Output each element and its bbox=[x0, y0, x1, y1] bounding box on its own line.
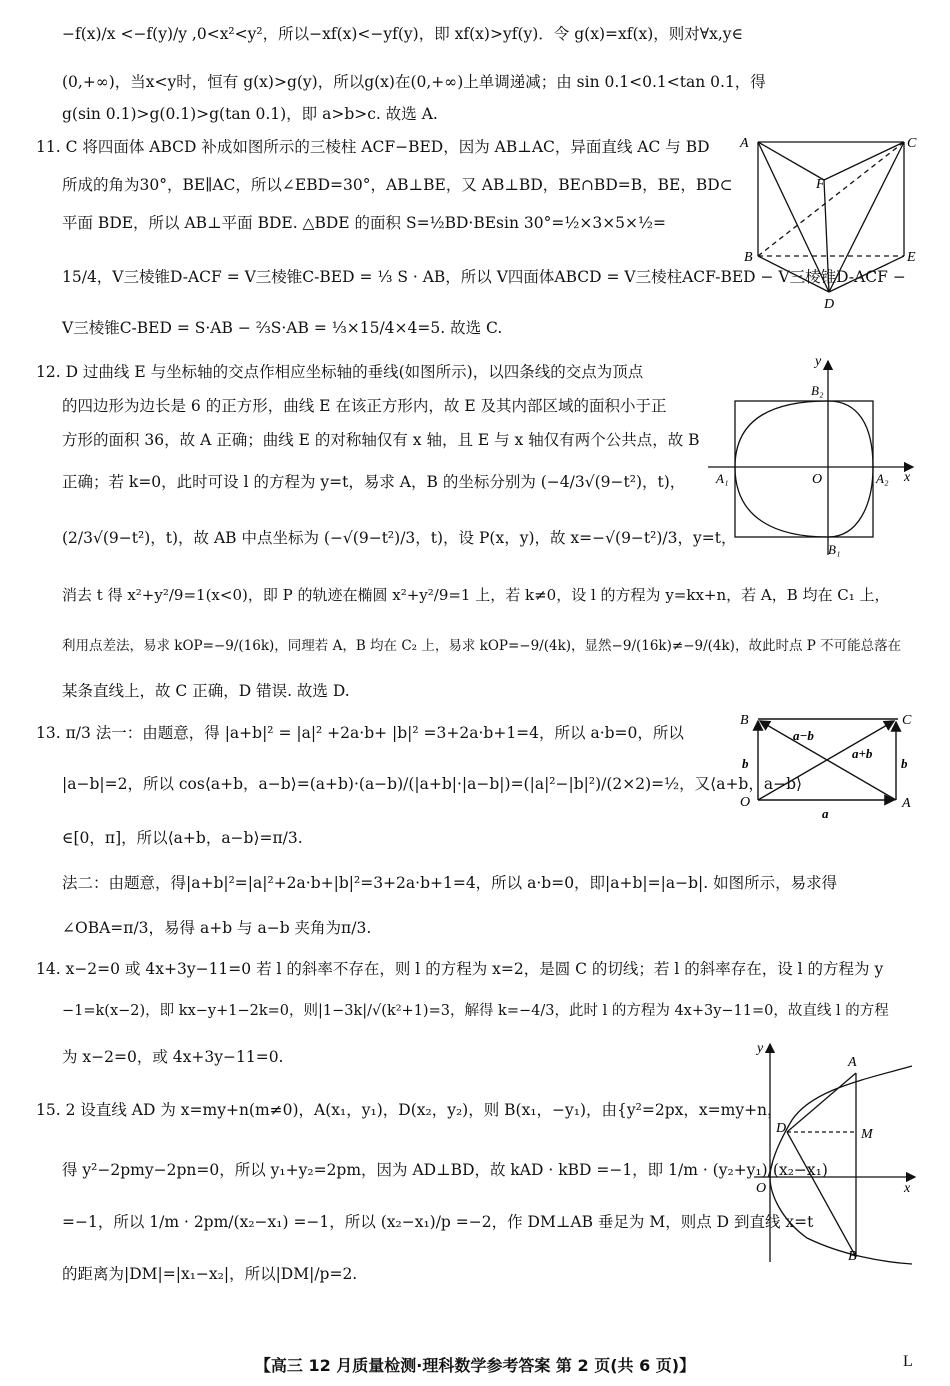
answer-line: (2/3√(9−t²)，t)，故 AB 中点坐标为 (−√(9−t²)/3，t)，设 P(x，y)，故 x=−√(9−t²)/3，y=t， bbox=[62, 529, 737, 547]
fig12-label-x: x bbox=[904, 470, 911, 485]
fig15-label-m: M bbox=[861, 1127, 873, 1142]
fig15-label-a: A bbox=[848, 1055, 857, 1070]
answer-line: 利用点差法，易求 kOP=−9/(16k)，同理若 A，B 均在 C₂ 上，易求 kOP=−9/(4k)，显然−9/(16k)≠−9/(4k)，故此时点 P 不可能总落在 bbox=[62, 638, 902, 654]
answer-line: −f(x)/x <−f(y)/y ,0<x²<y²，所以−xf(x)<−yf(y)，即 xf(x)>yf(y)．令 g(x)=xf(x)，则对∀x,y∈ bbox=[62, 25, 744, 43]
answer-line: (0,+∞)，当x<y时，恒有 g(x)>g(y)，所以g(x)在(0,+∞)上单调递减；由 sin 0.1<0.1<tan 0.1，得 bbox=[62, 73, 766, 91]
fig15-label-d: D bbox=[776, 1121, 787, 1136]
answer-line: 正确；若 k=0，此时可设 l 的方程为 y=t，易求 A，B 的坐标分别为 (−4/3√(9−t²)，t)， bbox=[62, 473, 686, 491]
curve-e-figure bbox=[708, 355, 918, 560]
fig11-label-c: C bbox=[907, 136, 917, 151]
answer-line: 为 x−2=0，或 4x+3y−11=0. bbox=[62, 1048, 284, 1066]
answer-line: 消去 t 得 x²+y²/9=1(x<0)，即 P 的轨迹在椭圆 x²+y²/9=1 上，若 k≠0，设 l 的方程为 y=kx+n，若 A，B 均在 C₁ 上， bbox=[62, 586, 890, 604]
answer-line: 某条直线上，故 C 正确，D 错误. 故选 D. bbox=[62, 682, 350, 700]
answer-line: 得 y²−2pmy−2pn=0，所以 y₁+y₂=2pm，因为 AD⊥BD，故 kAD · kBD =−1，即 1/m · (y₂+y₁)/(x₂−x₁) bbox=[62, 1161, 828, 1179]
fig13-label-o: O bbox=[740, 795, 751, 810]
fig15-label-x: x bbox=[904, 1181, 911, 1196]
answer-line: 11. C 将四面体 ABCD 补成如图所示的三棱柱 ACF−BED，因为 AB⊥AC，异面直线 AC 与 BD bbox=[36, 138, 710, 156]
fig13-label-vec-b-right: b bbox=[901, 756, 908, 771]
answer-line: 法二：由题意，得|a+b|²=|a|²+2a·b+|b|²=3+2a·b+1=4，所以 a·b=0，即|a+b|=|a−b|. 如图所示，易求得 bbox=[62, 874, 838, 892]
answer-line: 15. 2 设直线 AD 为 x=my+n(m≠0)，A(x₁，y₁)，D(x₂，y₂)，则 B(x₁，−y₁)，由{y²=2px，x=my+n， bbox=[36, 1101, 783, 1119]
answer-line: ∠OBA=π/3，易得 a+b 与 a−b 夹角为π/3. bbox=[62, 919, 372, 937]
parabola-figure bbox=[752, 1040, 922, 1265]
page-code: L bbox=[903, 1353, 913, 1370]
fig12-label-y: y bbox=[815, 355, 822, 369]
fig13-label-b: B bbox=[740, 713, 749, 728]
answer-line: 的距离为|DM|=|x₁−x₂|，所以|DM|/p=2. bbox=[62, 1265, 358, 1283]
fig11-label-b: B bbox=[744, 250, 753, 265]
fig13-label-vec-a: a bbox=[822, 806, 829, 820]
fig12-label-o: O bbox=[812, 472, 823, 487]
fig11-label-d: D bbox=[824, 297, 835, 310]
fig13-label-c: C bbox=[902, 713, 912, 728]
answer-line: 12. D 过曲线 E 与坐标轴的交点作相应坐标轴的垂线(如图所示)，以四条线的交点为顶点 bbox=[36, 363, 644, 381]
page-footer: 【高三 12 月质量检测·理科数学参考答案 第 2 页(共 6 页)】 bbox=[254, 1356, 696, 1375]
answer-line: 14. x−2=0 或 4x+3y−11=0 若 l 的斜率不存在，则 l 的方程为 x=2，是圆 C 的切线；若 l 的斜率存在，设 l 的方程为 y bbox=[36, 960, 884, 978]
answer-line: 的四边形为边长是 6 的正方形，曲线 E 在该正方形内，故 E 及其内部区域的面积小于正 bbox=[62, 397, 667, 415]
fig15-label-b: B bbox=[848, 1249, 857, 1264]
fig13-label-a-plus-b: a+b bbox=[852, 746, 873, 761]
fig13-label-a: A bbox=[902, 796, 911, 811]
fig12-label-a1: A₁ bbox=[716, 471, 729, 486]
fig12-label-a2: A₂ bbox=[876, 471, 889, 486]
answer-line: −1=k(x−2)，即 kx−y+1−2k=0，则|1−3k|/√(k²+1)=3，解得 k=−4/3，此时 l 的方程为 4x+3y−11=0，故直线 l 的方程 bbox=[62, 1003, 889, 1019]
answer-line: 13. π/3 法一：由题意，得 |a+b|² = |a|² +2a·b+ |b|² =3+2a·b+1=4，所以 a·b=0，所以 bbox=[36, 724, 684, 742]
fig15-label-o: O bbox=[756, 1181, 767, 1196]
fig12-label-b1: B₁ bbox=[828, 542, 841, 557]
answer-line: ∈[0，π]，所以⟨a+b，a−b⟩=π/3. bbox=[62, 829, 303, 847]
prism-figure bbox=[736, 130, 926, 310]
vector-rectangle-figure bbox=[738, 710, 918, 820]
fig13-label-a-minus-b: a−b bbox=[793, 728, 814, 743]
answer-line: 平面 BDE，所以 AB⊥平面 BDE. △BDE 的面积 S=½BD·BEsin 30°=½×3×5×½= bbox=[62, 214, 667, 232]
fig11-label-f: F bbox=[816, 177, 825, 192]
answer-line: 方形的面积 36，故 A 正确；曲线 E 的对称轴仅有 x 轴，且 E 与 x 轴仅有两个公共点，故 B bbox=[62, 431, 700, 449]
answer-line: V三棱锥C-BED = S·AB − ⅔S·AB = ⅓×15/4×4=5. 故选 C. bbox=[62, 319, 503, 337]
fig13-label-vec-b-left: b bbox=[742, 756, 749, 771]
answer-line: 15/4，V三棱锥D-ACF = V三棱锥C-BED = ⅓ S · AB，所以 V四面体ABCD = V三棱柱ACF-BED − V三棱锥D-ACF − bbox=[62, 268, 906, 286]
answer-line: g(sin 0.1)>g(0.1)>g(tan 0.1)，即 a>b>c. 故选 A. bbox=[62, 105, 438, 123]
fig11-label-a: A bbox=[740, 136, 749, 151]
fig11-label-e: E bbox=[907, 250, 916, 265]
fig15-label-y: y bbox=[757, 1041, 764, 1056]
answer-line: |a−b|=2，所以 cos⟨a+b，a−b⟩=(a+b)·(a−b)/(|a+b|·|a−b|)=(|a|²−|b|²)/(2×2)=½，又⟨a+b，a−b⟩ bbox=[62, 775, 803, 793]
answer-line: 所成的角为30°，BE∥AC，所以∠EBD=30°，AB⊥BE，又 AB⊥BD，BE∩BD=B，BE，BD⊂ bbox=[62, 176, 733, 194]
answer-line: =−1，所以 1/m · 2pm/(x₂−x₁) =−1，所以 (x₂−x₁)/p =−2，作 DM⊥AB 垂足为 M，则点 D 到直线 x=t bbox=[62, 1213, 814, 1231]
fig12-label-b2: B₂ bbox=[811, 383, 824, 398]
